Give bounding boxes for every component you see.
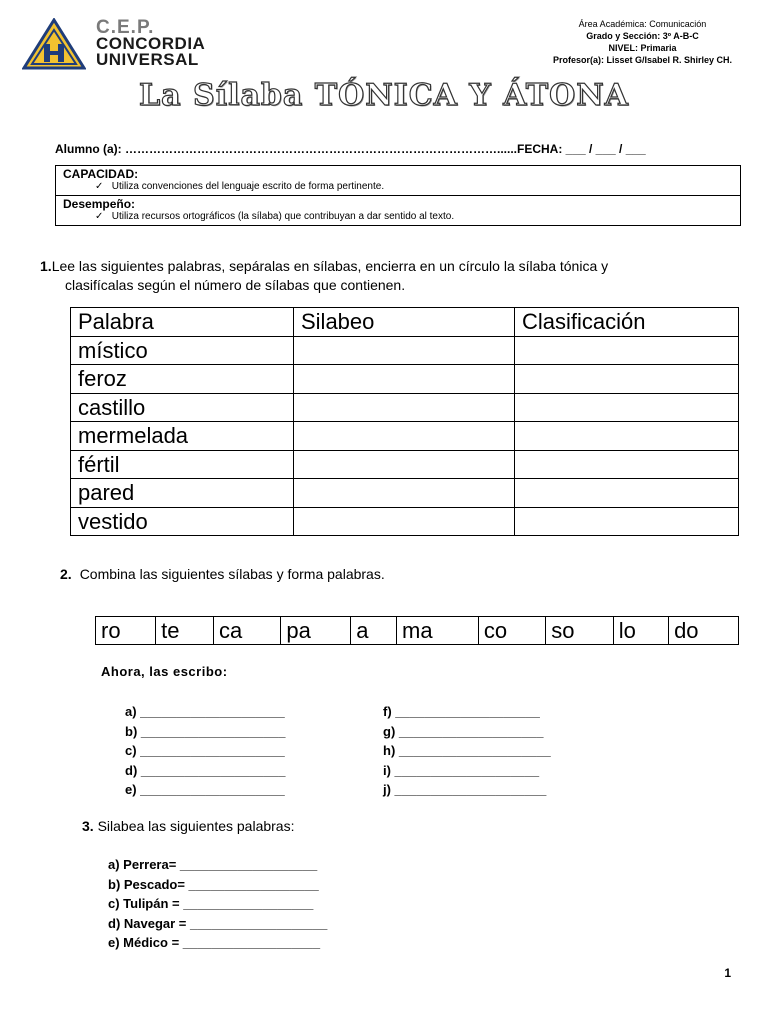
word-cell: vestido	[71, 507, 294, 536]
silabeo-cell[interactable]	[294, 422, 515, 451]
answers-left	[125, 702, 285, 800]
table-row	[71, 393, 739, 422]
syllable-row	[96, 617, 739, 645]
syllable-cell: ca	[213, 617, 280, 645]
word-cell: místico	[71, 336, 294, 365]
capacidad-item	[63, 181, 733, 192]
header-silabeo: Silabeo	[294, 308, 515, 337]
answer-line-j[interactable]: j) _____________________	[383, 782, 547, 797]
school-name-line1: C.E.P.	[96, 17, 155, 38]
answer-line-i[interactable]: i) ____________________	[383, 762, 540, 778]
table-row	[71, 336, 739, 365]
header-clasificacion: Clasificación	[515, 308, 739, 337]
silabea-item-a[interactable]: a) Perrera= ___________________	[108, 857, 318, 872]
answers-right	[383, 702, 551, 800]
syllable-cell: so	[546, 617, 613, 645]
syllable-cell: ro	[96, 617, 156, 645]
answer-line-h[interactable]: h) _____________________	[383, 743, 551, 758]
table-row	[71, 507, 739, 536]
silabeo-cell[interactable]	[294, 479, 515, 508]
answer-line-c[interactable]: c) ____________________	[125, 743, 285, 758]
question-3-text: Silabea las siguientes palabras:	[97, 818, 295, 834]
syllable-cell: do	[669, 617, 739, 645]
silabea-item-c[interactable]: c) Tulipán = __________________	[108, 896, 314, 911]
header-palabra: Palabra	[71, 308, 294, 337]
clasificacion-cell[interactable]	[515, 336, 739, 365]
question-1-line1: Lee las siguientes palabras, sepáralas en sílabas, encierra en un círculo la sílaba tónica y	[51, 258, 609, 274]
answer-line-a[interactable]: a) ____________________	[125, 704, 285, 719]
silabeo-cell[interactable]	[294, 450, 515, 479]
school-name-line2: CONCORDIA	[96, 34, 206, 53]
question-2-number: 2.	[60, 566, 72, 582]
clasificacion-cell[interactable]	[515, 479, 739, 508]
syllable-cell: a	[351, 617, 397, 645]
syllable-cell: pa	[281, 617, 351, 645]
clasificacion-cell[interactable]	[515, 507, 739, 536]
syllable-cell: lo	[613, 617, 668, 645]
word-cell: fértil	[71, 450, 294, 479]
clasificacion-cell[interactable]	[515, 365, 739, 394]
info-area: Área Académica: Comunicación	[578, 19, 707, 29]
word-table-header	[71, 308, 739, 337]
desempeno-text: Utiliza recursos ortográficos (la sílaba) que contribuyan a dar sentido al texto.	[111, 211, 455, 222]
school-name-line3: UNIVERSAL	[96, 50, 199, 69]
check-icon: ✓	[95, 181, 112, 192]
info-grade: Grado y Sección: 3º A-B-C	[586, 31, 699, 41]
question-1-line2: clasifícalas según el número de sílabas que contienen.	[65, 277, 406, 293]
silabeo-cell[interactable]	[294, 336, 515, 365]
desempeno-item	[63, 211, 733, 222]
desempeno-label: Desempeño:	[63, 197, 136, 211]
silabea-item-d[interactable]: d) Navegar = ___________________	[108, 915, 328, 931]
silabea-item-b[interactable]: b) Pescado= __________________	[108, 876, 319, 892]
table-row	[71, 422, 739, 451]
capacidad-text: Utiliza convenciones del lenguaje escrito de forma pertinente.	[111, 181, 385, 192]
student-date-line: Alumno (a): …………………………………………………………………………………......FECHA: ___ / ___ / ___	[55, 142, 646, 156]
info-level: NIVEL: Primaria	[608, 43, 677, 53]
question-3-number: 3.	[82, 818, 94, 834]
table-row	[71, 365, 739, 394]
answer-line-d[interactable]: d) ____________________	[125, 762, 286, 778]
answer-line-g[interactable]: g) ____________________	[383, 723, 544, 739]
question-2	[60, 566, 385, 582]
answer-line-f[interactable]: f) ____________________	[383, 704, 540, 719]
syllable-cell: ma	[397, 617, 479, 645]
answer-line-e[interactable]: e) ____________________	[125, 782, 285, 797]
silabea-list	[108, 855, 327, 953]
word-cell: feroz	[71, 365, 294, 394]
word-table	[70, 307, 739, 536]
page-title: La Sílaba TÓNICA Y ÁTONA	[139, 78, 629, 113]
question-3	[82, 818, 294, 834]
silabeo-cell[interactable]	[294, 393, 515, 422]
silabea-item-e[interactable]: e) Médico = ___________________	[108, 935, 321, 950]
clasificacion-cell[interactable]	[515, 393, 739, 422]
word-cell: pared	[71, 479, 294, 508]
syllable-cell: co	[478, 617, 545, 645]
course-info	[553, 18, 732, 66]
capacidad-section	[56, 166, 740, 195]
capacidad-label: CAPACIDAD:	[63, 167, 139, 181]
table-row	[71, 450, 739, 479]
school-name	[96, 17, 206, 69]
syllable-table	[95, 616, 739, 645]
page-number: 1	[724, 966, 731, 980]
school-logo	[22, 18, 86, 70]
clasificacion-cell[interactable]	[515, 450, 739, 479]
silabeo-cell[interactable]	[294, 507, 515, 536]
competency-box	[55, 165, 741, 226]
syllable-cell: te	[156, 617, 214, 645]
info-teacher: Profesor(a): Lisset G/Isabel R. Shirley CH.	[552, 55, 732, 65]
clasificacion-cell[interactable]	[515, 422, 739, 451]
question-2-text: Combina las siguientes sílabas y forma palabras.	[79, 566, 385, 582]
question-1	[40, 257, 740, 295]
silabeo-cell[interactable]	[294, 365, 515, 394]
now-write-heading: Ahora, las escribo:	[101, 664, 228, 679]
answer-line-b[interactable]: b) ____________________	[125, 723, 286, 739]
check-icon: ✓	[95, 211, 112, 222]
desempeno-section	[56, 195, 740, 225]
question-1-number: 1.	[40, 258, 52, 274]
word-cell: mermelada	[71, 422, 294, 451]
table-row	[71, 479, 739, 508]
word-cell: castillo	[71, 393, 294, 422]
